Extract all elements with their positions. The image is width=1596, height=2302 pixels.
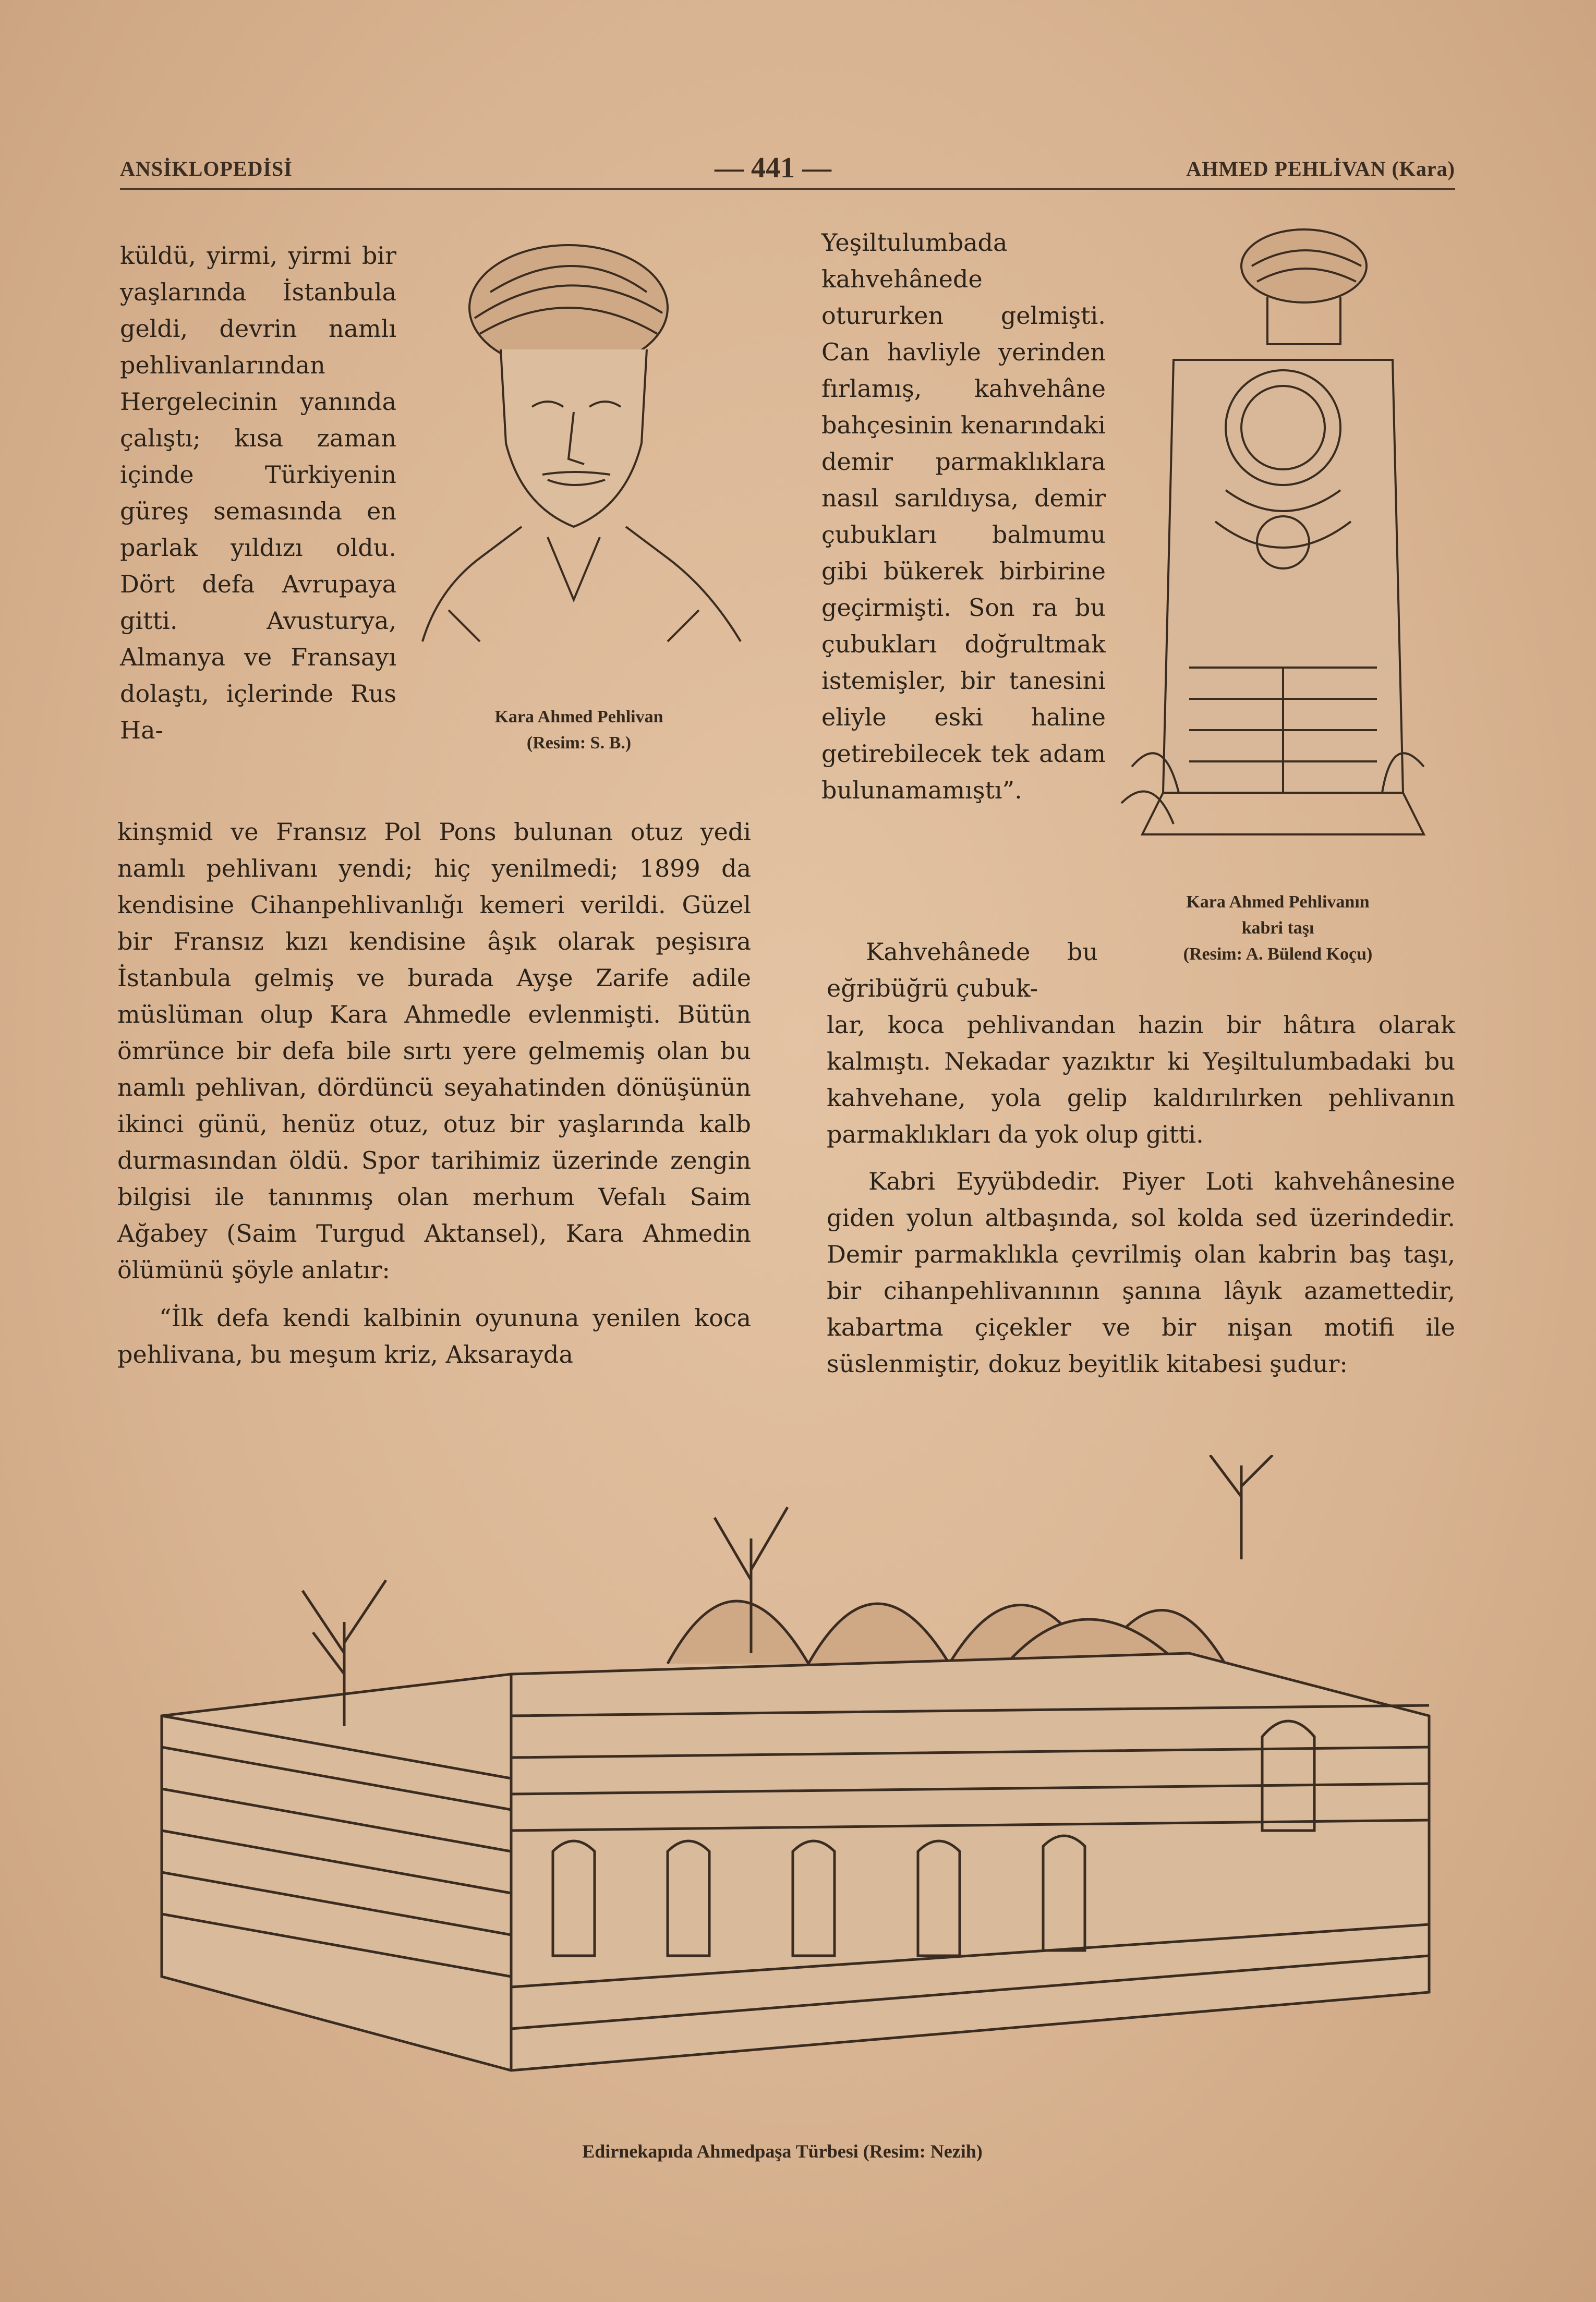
right-paragraph-3: Kabri Eyyübdedir. Piyer Loti kahvehânesine giden yolun altbaşında, sol kolda sed üzerindedir. Demir parmaklıkla çevrilmiş olan kabrin baş taşı, bir cihanpehlivanının şanına lâyık azamettedir, kabartma çiçekler ve bir nişan motifi ile süslenmiştir, dokuz beyitlik kitabesi şudur: <box>827 1167 1455 1378</box>
portrait-caption-line1: Kara Ahmed Pehlivan <box>494 707 663 726</box>
header-left: ANSİKLOPEDİSİ <box>120 157 293 180</box>
left-column-wrap-text: küldü, yirmi, yirmi bir yaşlarında İstanbula geldi, devrin namlı pehlivanlarından Hergelecinin yanında çalıştı; kısa zaman içinde Türkiyenin güreş semasında en parlak yıldızı oldu. Dört defa Avrupaya gitti. Avusturya, Almanya ve Fransayı dolaştı, içlerinde Rus Ha- <box>120 241 396 744</box>
right-paragraph-2-rest: lar, koca pehlivandan hazin bir hâtıra olarak kalmıştı. Nekadar yazıktır ki Yeşiltulumbadaki bu kahvehane, yola gelip kaldırılırken pehlivanın parmaklıkları da yok olup gitti. <box>827 1011 1455 1148</box>
page-number: — 441 — <box>715 152 831 184</box>
tomb-caption-line3: (Resim: A. Bülend Koçu) <box>1183 944 1373 964</box>
running-head <box>120 151 1455 188</box>
portrait-caption <box>417 704 741 756</box>
bottom-figure-caption: Edirnekapıda Ahmedpaşa Türbesi (Resim: Nezih) <box>582 2141 983 2162</box>
right-column-wrap-text: Yeşiltulumbada kahvehânede otururken gelmişti. Can havliyle yerinden fırlamış, kahvehâne bahçesinin kenarındaki demir parmaklıklara nasıl sarıldıysa, demir çubukları balmumu gibi bükerek birbirine geçirmişti. Son ra bu çubukları doğrultmak istemişler, bir tanesini eliyle eski haline getirebilecek tek adam bulunamamıştı”. <box>821 228 1106 804</box>
right-column-body <box>827 1007 1455 1382</box>
ahmedpasa-tomb-illustration <box>146 1455 1450 2112</box>
header-right: AHMED PEHLİVAN (Kara) <box>1186 157 1455 180</box>
right-column-para2-wrap: Kahvehânede bu eğribüğrü çubuk- <box>827 938 1098 1002</box>
tombstone-illustration <box>1111 219 1445 887</box>
left-column-body <box>117 814 751 1373</box>
tomb-caption-line1: Kara Ahmed Pehlivanın <box>1186 892 1370 912</box>
header-rule <box>120 188 1455 190</box>
portrait-caption-line2: (Resim: S. B.) <box>526 733 632 753</box>
tomb-caption <box>1121 889 1434 967</box>
portrait-illustration <box>417 235 751 704</box>
left-paragraph-1: kinşmid ve Fransız Pol Pons bulunan otuz yedi namlı pehlivanı yendi; hiç yenilmedi; 1899 da kendisine Cihanpehlivanlığı kemeri verildi. Güzel bir Fransız kızı kendisine âşık olarak peşisıra İstanbula gelmiş ve burada Ayşe Zarife adile müslüman olup Kara Ahmedle evlenmişti. Bütün ömrünce bir defa bile sırtı yere gelmemiş olan bu namlı pehlivan, dördüncü seyahatinden dönüşünün ikinci günü, henüz otuz, otuz bir yaşlarında kalb durmasından öldü. Spor tarihimiz üzerinde zengin bilgisi ile tanınmış olan merhum Vefalı Saim Ağabey (Saim Turgud Aktansel), Kara Ahmedin ölümünü şöyle anlatır: <box>117 818 751 1284</box>
left-paragraph-2: “İlk defa kendi kalbinin oyununa yenilen koca pehlivana, bu meşum kriz, Aksarayda <box>117 1304 751 1368</box>
tomb-caption-line2: kabri taşı <box>1241 918 1314 938</box>
